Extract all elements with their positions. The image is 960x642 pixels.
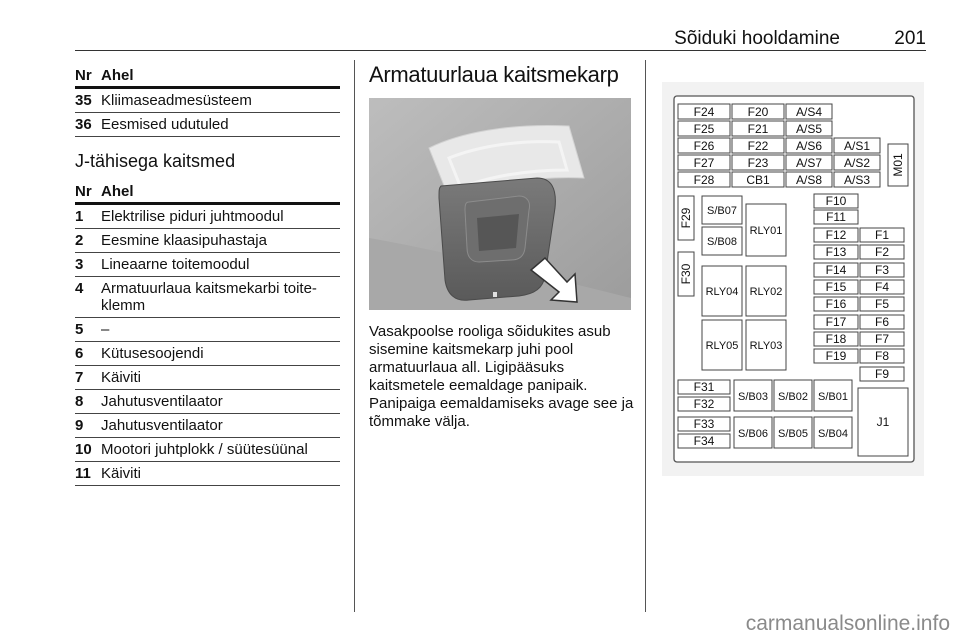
svg-text:F10: F10 [825, 194, 847, 208]
module-slot-m01 [888, 144, 908, 186]
relay-slot-rly03 [746, 320, 786, 370]
fuse-slot-f4 [860, 280, 904, 294]
fuse-slot-cb1 [732, 172, 784, 187]
fuse-slot-f11 [814, 210, 858, 224]
col-circuit-header: Ahel [101, 176, 340, 204]
svg-text:F19: F19 [825, 349, 847, 363]
svg-text:F13: F13 [825, 245, 847, 259]
fuse-slot-f28 [678, 172, 730, 187]
fuse-slot-f13 [814, 245, 858, 259]
fuse-slot-as5 [786, 121, 832, 136]
fuse-table-1 [75, 60, 340, 137]
svg-text:CB1: CB1 [746, 173, 770, 187]
svg-text:RLY05: RLY05 [705, 340, 739, 352]
svg-text:S/B07: S/B07 [707, 205, 737, 217]
row-nr: 8 [75, 390, 101, 414]
svg-text:F26: F26 [693, 139, 715, 153]
svg-text:S/B04: S/B04 [818, 428, 848, 440]
fuse-slot-f32 [678, 397, 730, 411]
fuse-slot-as7 [786, 155, 832, 170]
table-header-row [75, 176, 340, 204]
svg-text:F21: F21 [747, 122, 769, 136]
row-text: Jahutusventilaator [101, 390, 340, 414]
fuse-slot-sb01 [814, 380, 852, 411]
table-row [75, 438, 340, 462]
svg-text:F7: F7 [874, 332, 890, 346]
fuse-slot-sb03 [734, 380, 772, 411]
svg-text:F29: F29 [679, 207, 693, 229]
svg-text:A/S7: A/S7 [795, 156, 823, 170]
fuse-table-2 [75, 176, 340, 486]
col-nr-header: Nr [75, 176, 101, 204]
row-nr: 3 [75, 253, 101, 277]
svg-text:F31: F31 [693, 380, 715, 394]
svg-text:F22: F22 [747, 139, 769, 153]
fuse-slot-sb06 [734, 417, 772, 448]
svg-text:F32: F32 [693, 397, 715, 411]
svg-text:F3: F3 [874, 263, 890, 277]
svg-text:F11: F11 [826, 210, 846, 224]
svg-text:F6: F6 [874, 315, 890, 329]
table-row [75, 204, 340, 229]
svg-text:F24: F24 [693, 105, 715, 119]
fuse-slot-f20 [732, 104, 784, 119]
row-nr: 10 [75, 438, 101, 462]
fuse-slot-f21 [732, 121, 784, 136]
svg-text:RLY04: RLY04 [705, 286, 739, 298]
svg-text:S/B06: S/B06 [738, 428, 768, 440]
svg-text:A/S6: A/S6 [795, 139, 823, 153]
fuse-slot-f30 [678, 252, 694, 296]
fuse-slot-f14 [814, 263, 858, 277]
fuse-slot-f33 [678, 417, 730, 431]
row-nr: 5 [75, 318, 101, 342]
row-text: Jahutusventilaator [101, 414, 340, 438]
page-title: Sõiduki hooldamine [674, 28, 840, 49]
row-text: Mootori juhtplokk / süütesüünal [101, 438, 340, 462]
svg-text:F12: F12 [825, 228, 847, 242]
fuse-slot-f27 [678, 155, 730, 170]
row-nr: 1 [75, 204, 101, 229]
col-nr-header: Nr [75, 60, 101, 88]
fuse-slot-as3 [834, 172, 880, 187]
row-nr: 6 [75, 342, 101, 366]
svg-text:S/B02: S/B02 [778, 391, 808, 403]
column-divider [645, 60, 646, 612]
svg-text:RLY02: RLY02 [749, 286, 783, 298]
svg-text:F17: F17 [825, 315, 847, 329]
svg-text:F1: F1 [874, 228, 890, 242]
svg-text:F25: F25 [693, 122, 715, 136]
svg-text:F30: F30 [679, 263, 693, 285]
row-text: Lineaarne toitemoodul [101, 253, 340, 277]
fuse-slot-f22 [732, 138, 784, 153]
svg-text:F8: F8 [874, 349, 890, 363]
fuse-slot-sb05 [774, 417, 812, 448]
col-circuit-header: Ahel [101, 60, 340, 88]
svg-text:M01: M01 [891, 153, 905, 177]
fuse-list-column [75, 60, 340, 486]
instruction-paragraph: Vasakpoolse rooliga sõidukites asub sisemine kaitsmekarp juhi pool armatuurlaua all. Ligipääsuks kaitsmetele eemaldage panipaik. Panipaiga eemaldamiseks avage see ja tõmmake välja. [369, 323, 634, 430]
fuse-slot-f12 [814, 228, 858, 242]
svg-text:F16: F16 [825, 297, 847, 311]
fuse-slot-j1 [858, 388, 908, 456]
table-row [75, 277, 340, 318]
row-text: Eesmine klaasipuhastaja [101, 229, 340, 253]
column-divider [354, 60, 355, 612]
fuse-slot-f3 [860, 263, 904, 277]
table-row [75, 113, 340, 137]
table-row [75, 88, 340, 113]
relay-slot-rly02 [746, 266, 786, 316]
svg-text:RLY01: RLY01 [749, 225, 783, 237]
section-column [369, 62, 634, 88]
fuse-slot-as4 [786, 104, 832, 119]
fuse-slot-as2 [834, 155, 880, 170]
svg-text:F33: F33 [693, 417, 715, 431]
fuse-slot-sb07 [702, 196, 742, 224]
row-text: Elektrilise piduri juhtmoodul [101, 204, 340, 229]
relay-slot-rly05 [702, 320, 742, 370]
fuse-slot-f10 [814, 194, 858, 208]
fuse-slot-f2 [860, 245, 904, 259]
row-nr: 4 [75, 277, 101, 318]
svg-text:F27: F27 [693, 156, 715, 170]
table-row [75, 229, 340, 253]
table-row [75, 342, 340, 366]
page-header [75, 26, 926, 51]
svg-text:A/S2: A/S2 [843, 156, 871, 170]
svg-text:A/S4: A/S4 [795, 105, 823, 119]
svg-text:F5: F5 [874, 297, 890, 311]
fuse-slot-f31 [678, 380, 730, 394]
watermark: carmanualsonline.info [745, 612, 950, 635]
table-row [75, 366, 340, 390]
fuse-slot-f17 [814, 315, 858, 329]
section-title: Armatuurlaua kaitsmekarp [369, 62, 619, 87]
fuse-slot-f34 [678, 434, 730, 448]
table-header-row [75, 60, 340, 88]
svg-text:J1: J1 [876, 415, 890, 429]
fuse-slot-f19 [814, 349, 858, 363]
row-text: Kliimaseadmesüsteem [101, 88, 340, 113]
svg-text:S/B03: S/B03 [738, 391, 768, 403]
row-text: – [101, 318, 340, 342]
fuse-slot-sb08 [702, 227, 742, 255]
fuse-slot-f8 [860, 349, 904, 363]
relay-slot-rly04 [702, 266, 742, 316]
fuse-slot-f26 [678, 138, 730, 153]
table-row [75, 390, 340, 414]
svg-text:F28: F28 [693, 173, 715, 187]
row-text: Käiviti [101, 462, 340, 486]
svg-text:F18: F18 [825, 332, 847, 346]
fuse-slot-f23 [732, 155, 784, 170]
fuse-box-location-photo [369, 98, 631, 310]
row-nr: 9 [75, 414, 101, 438]
fuse-slot-as6 [786, 138, 832, 153]
row-text: Eesmised udutuled [101, 113, 340, 137]
svg-text:A/S8: A/S8 [795, 173, 823, 187]
fuse-slot-as8 [786, 172, 832, 187]
svg-text:S/B08: S/B08 [707, 236, 737, 248]
fuse-slot-f16 [814, 297, 858, 311]
row-nr: 36 [75, 113, 101, 137]
row-nr: 7 [75, 366, 101, 390]
fuse-slot-sb04 [814, 417, 852, 448]
row-nr: 2 [75, 229, 101, 253]
fuse-slot-f15 [814, 280, 858, 294]
row-nr: 35 [75, 88, 101, 113]
svg-text:F4: F4 [874, 280, 890, 294]
svg-text:S/B05: S/B05 [778, 428, 808, 440]
fuse-box-diagram [662, 82, 924, 476]
svg-text:F34: F34 [693, 434, 715, 448]
fuse-slot-f25 [678, 121, 730, 136]
table-row [75, 462, 340, 486]
fuse-slot-sb02 [774, 380, 812, 411]
fuse-slot-f29 [678, 196, 694, 240]
fuse-slot-f1 [860, 228, 904, 242]
svg-text:A/S5: A/S5 [795, 122, 823, 136]
svg-text:RLY03: RLY03 [749, 340, 783, 352]
svg-text:A/S1: A/S1 [843, 139, 871, 153]
fuse-slot-f18 [814, 332, 858, 346]
svg-text:F2: F2 [874, 245, 890, 259]
svg-text:F15: F15 [825, 280, 847, 294]
row-nr: 11 [75, 462, 101, 486]
table-row [75, 253, 340, 277]
svg-text:F9: F9 [874, 367, 890, 381]
row-text: Armatuurlaua kaitsmekarbi toite-klemm [101, 277, 340, 318]
row-text: Kütusesoojendi [101, 342, 340, 366]
row-text: Käiviti [101, 366, 340, 390]
relay-slot-rly01 [746, 204, 786, 256]
fuse-slot-f24 [678, 104, 730, 119]
fuse-slot-f9 [860, 367, 904, 381]
fuse-slot-f6 [860, 315, 904, 329]
page-number: 201 [894, 28, 926, 49]
svg-text:F23: F23 [747, 156, 769, 170]
svg-text:F14: F14 [825, 263, 847, 277]
section-heading-j-fuses: J-tähisega kaitsmed [75, 151, 236, 171]
table-row [75, 414, 340, 438]
table-row [75, 318, 340, 342]
svg-text:S/B01: S/B01 [818, 391, 848, 403]
svg-text:F20: F20 [747, 105, 769, 119]
fuse-slot-as1 [834, 138, 880, 153]
fuse-slot-f7 [860, 332, 904, 346]
fuse-slot-f5 [860, 297, 904, 311]
svg-text:A/S3: A/S3 [843, 173, 871, 187]
